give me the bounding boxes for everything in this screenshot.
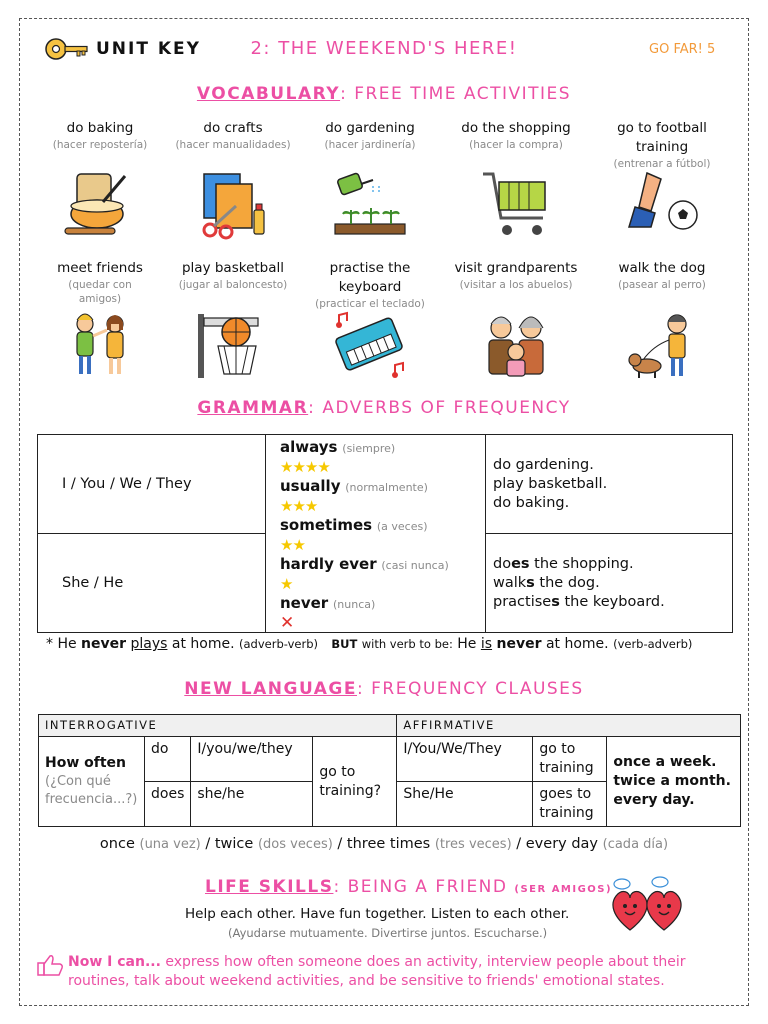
vocab-item-friends <box>30 259 170 380</box>
new-language-title: FREQUENCY CLAUSES <box>371 679 584 699</box>
affirmative-header: AFFIRMATIVE <box>397 715 741 737</box>
grammar-label: GRAMMAR <box>197 398 309 418</box>
dog-walk-icon <box>625 310 699 380</box>
unit-title: 2: THE WEEKEND'S HERE! <box>250 38 518 59</box>
how-often: How often <box>45 755 127 771</box>
vocab-item-basketball <box>163 259 303 380</box>
vocab-es: (practicar el teclado) <box>315 298 425 310</box>
adverbs-cell <box>266 435 486 633</box>
vocab-es: (jugar al baloncesto) <box>178 279 288 291</box>
friends-icon <box>63 310 137 380</box>
adverb-sometimes: sometimes (a veces) <box>280 516 428 534</box>
vocab-item-dog <box>592 259 732 380</box>
vocab-en: go to football training <box>617 120 707 155</box>
subject-singular-q: she/he <box>191 782 313 827</box>
life-skills-heading: LIFE SKILLS: BEING A FRIEND (SER AMIGOS) <box>205 877 613 897</box>
vocab-es: (quedar con amigos) <box>68 279 132 305</box>
subject-plural: I / You / We / They <box>38 435 266 534</box>
vocab-en: do gardening <box>325 120 415 136</box>
vocab-en: play basketball <box>181 260 285 276</box>
keyboard-icon <box>333 311 407 381</box>
vocab-item-keyboard <box>300 259 440 381</box>
adverb-hardly-ever: hardly ever (casi nunca) <box>280 555 449 573</box>
example-line: practises the keyboard. <box>493 593 665 610</box>
watering-can-icon <box>333 170 407 240</box>
life-skills-line-es: (Ayudarse mutuamente. Divertirse juntos. Escucharse.) <box>228 926 548 940</box>
adverb-never: never (nunca) <box>280 594 376 612</box>
grammar-note: * He never plays at home. (adverb-verb) BUT with verb to be: He is never at home. (verb-adverb) <box>46 636 693 652</box>
football-icon <box>625 171 699 241</box>
grammar-heading: GRAMMAR: ADVERBS OF FREQUENCY <box>197 398 571 418</box>
aux-do: do <box>145 737 191 782</box>
new-language-label: NEW LANGUAGE <box>184 679 357 699</box>
vocab-es: (entrenar a fútbol) <box>613 158 711 170</box>
subject-plural-q: I/you/we/they <box>191 737 313 782</box>
vocab-es: (hacer repostería) <box>52 139 148 151</box>
new-language-heading: NEW LANGUAGE: FREQUENCY CLAUSES <box>184 679 584 699</box>
adverb-always: always (siempre) <box>280 438 396 456</box>
one-star-icon: ★ <box>280 575 293 593</box>
vocab-es: (pasear al perro) <box>618 279 706 291</box>
thumbs-up-icon <box>36 953 64 977</box>
vocab-en: do crafts <box>203 120 263 136</box>
example-line: do baking. <box>493 494 570 511</box>
go-to-training-q: go to training? <box>313 737 397 827</box>
basketball-icon <box>196 310 270 380</box>
answer-once-week: once a week. <box>613 754 717 770</box>
vocab-en: meet friends <box>57 260 143 276</box>
answer-every-day: every day. <box>613 792 695 808</box>
now-i-can-text: Now I can... express how often someone does an activity, interview people about their routines, talk about weekend activities, and be sensitive to friends' emotional states. <box>68 954 686 989</box>
life-skills-title: BEING A FRIEND <box>347 877 508 897</box>
example-line: walks the dog. <box>493 574 600 591</box>
vocabulary-heading: VOCABULARY: FREE TIME ACTIVITIES <box>196 84 572 104</box>
vocab-en: walk the dog <box>618 260 706 276</box>
vocab-es: (visitar a los abuelos) <box>459 279 573 291</box>
vocab-es: (hacer la compra) <box>469 139 563 151</box>
life-skills-line: Help each other. Have fun together. Listen to each other. <box>185 906 570 922</box>
vocab-es: (hacer jardinería) <box>324 139 416 151</box>
how-often-cell <box>39 737 145 827</box>
vocab-en: visit grandparents <box>454 260 578 276</box>
adverb-usually: usually (normalmente) <box>280 477 428 495</box>
two-stars-icon: ★★ <box>280 536 305 554</box>
vocab-en: practise the keyboard <box>329 260 411 295</box>
vocab-item-baking <box>30 119 170 240</box>
subject-singular: She / He <box>38 534 266 633</box>
adverbs-table <box>37 434 733 633</box>
examples-plural <box>486 435 733 534</box>
vocab-en: do the shopping <box>461 120 571 136</box>
vocab-es: (hacer manualidades) <box>175 139 291 151</box>
vocab-item-shopping <box>446 119 586 240</box>
cross-icon: ✕ <box>280 613 295 633</box>
vocab-item-football <box>592 119 732 241</box>
grammar-title: ADVERBS OF FREQUENCY <box>322 398 571 418</box>
how-often-es: (¿Con qué frecuencia...?) <box>45 774 138 807</box>
example-line: play basketball. <box>493 475 608 492</box>
answer-twice-month: twice a month. <box>613 773 731 789</box>
series-name: GO FAR! 5 <box>649 42 716 57</box>
vocab-item-crafts <box>163 119 303 240</box>
grandparents-icon <box>479 310 553 380</box>
now-i-can <box>36 953 716 991</box>
example-line: do gardening. <box>493 456 594 473</box>
example-line: does the shopping. <box>493 555 634 572</box>
shopping-cart-icon <box>479 170 553 240</box>
three-stars-icon: ★★★ <box>280 497 318 515</box>
frequency-expressions: once (una vez) / twice (dos veces) / three times (tres veces) / every day (cada día) <box>99 836 669 852</box>
four-stars-icon: ★★★★ <box>280 458 330 476</box>
interrogative-header: INTERROGATIVE <box>39 715 397 737</box>
vocab-item-gardening <box>300 119 440 240</box>
vocabulary-title: FREE TIME ACTIVITIES <box>354 84 572 104</box>
aux-does: does <box>145 782 191 827</box>
frequency-table <box>38 714 741 827</box>
hearts-friends-icon <box>608 876 690 938</box>
goes-to-training: goes to training <box>533 782 607 827</box>
subject-singular-a: She/He <box>397 782 533 827</box>
crafts-icon <box>196 170 270 240</box>
frequency-answers <box>607 737 741 827</box>
vocab-item-grandparents <box>446 259 586 380</box>
subject-plural-a: I/You/We/They <box>397 737 533 782</box>
baking-icon <box>63 170 137 240</box>
examples-singular <box>486 534 733 633</box>
go-to-training: go to training <box>533 737 607 782</box>
life-skills-label: LIFE SKILLS <box>205 877 334 897</box>
vocab-en: do baking <box>66 120 134 136</box>
unit-key-label: UNIT KEY <box>96 39 201 59</box>
life-skills-title-es: (SER AMIGOS) <box>514 884 613 895</box>
vocabulary-label: VOCABULARY <box>196 84 341 104</box>
